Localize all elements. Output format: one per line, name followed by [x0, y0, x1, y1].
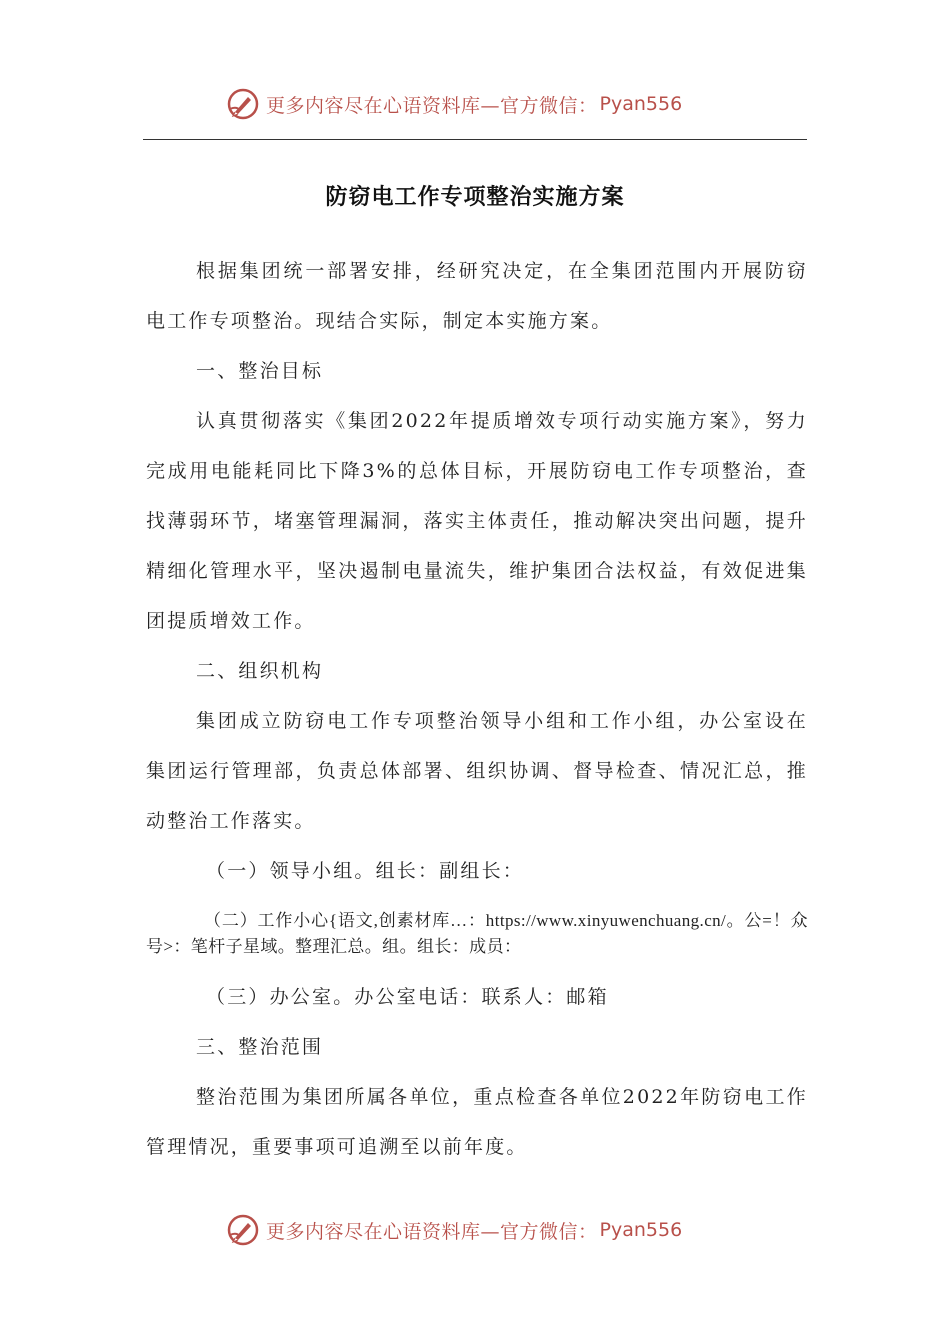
intro-paragraph: 根据集团统一部署安排，经研究决定，在全集团范围内开展防窃电工作专项整治。现结合实际，制定本实施方案。	[146, 260, 808, 332]
document-body	[146, 246, 808, 1172]
subsection2: （二）工作小心{语文,创素材库…：https://www.xinyuwenchuang.cn/。公=！众号>：笔杆子星域。整理汇总。组。组长：成员：	[146, 911, 808, 956]
footer-banner	[226, 1208, 682, 1252]
section2-paragraph: 集团成立防窃电工作专项整治领导小组和工作小组，办公室设在集团运行管理部，负责总体部署、组织协调、督导检查、情况汇总，推动整治工作落实。	[146, 710, 808, 832]
banner-wechat-id: Pyan556	[599, 93, 683, 115]
footer-banner-wechat-id: Pyan556	[599, 1219, 683, 1241]
section2-heading: 二、组织机构	[196, 660, 324, 682]
footer-banner-text: 更多内容尽在心语资料库—官方微信：	[266, 1220, 598, 1243]
section1-paragraph: 认真贯彻落实《集团2022年提质增效专项行动实施方案》，努力完成用电能耗同比下降3%的总体目标，开展防窃电工作专项整治，查找薄弱环节，堵塞管理漏洞，落实主体责任，推动解决突出问题，提升精细化管理水平，坚决遏制电量流失，维护集团合法权益，有效促进集团提质增效工作。	[146, 410, 808, 632]
document-title: 防窃电工作专项整治实施方案	[325, 184, 625, 210]
pen-logo-icon	[226, 87, 260, 121]
header-banner	[226, 82, 682, 126]
banner-text: 更多内容尽在心语资料库—官方微信：	[266, 94, 598, 117]
subsection3: （三）办公室。办公室电话：联系人：邮箱	[206, 986, 609, 1008]
section3-heading: 三、整治范围	[196, 1036, 324, 1058]
header-divider	[143, 139, 807, 140]
pen-logo-icon	[226, 1213, 260, 1247]
section3-paragraph: 整治范围为集团所属各单位，重点检查各单位2022年防窃电工作管理情况，重要事项可追溯至以前年度。	[146, 1086, 808, 1158]
section1-heading: 一、整治目标	[196, 360, 324, 382]
subsection1: （一）领导小组。组长：副组长：	[206, 860, 525, 882]
